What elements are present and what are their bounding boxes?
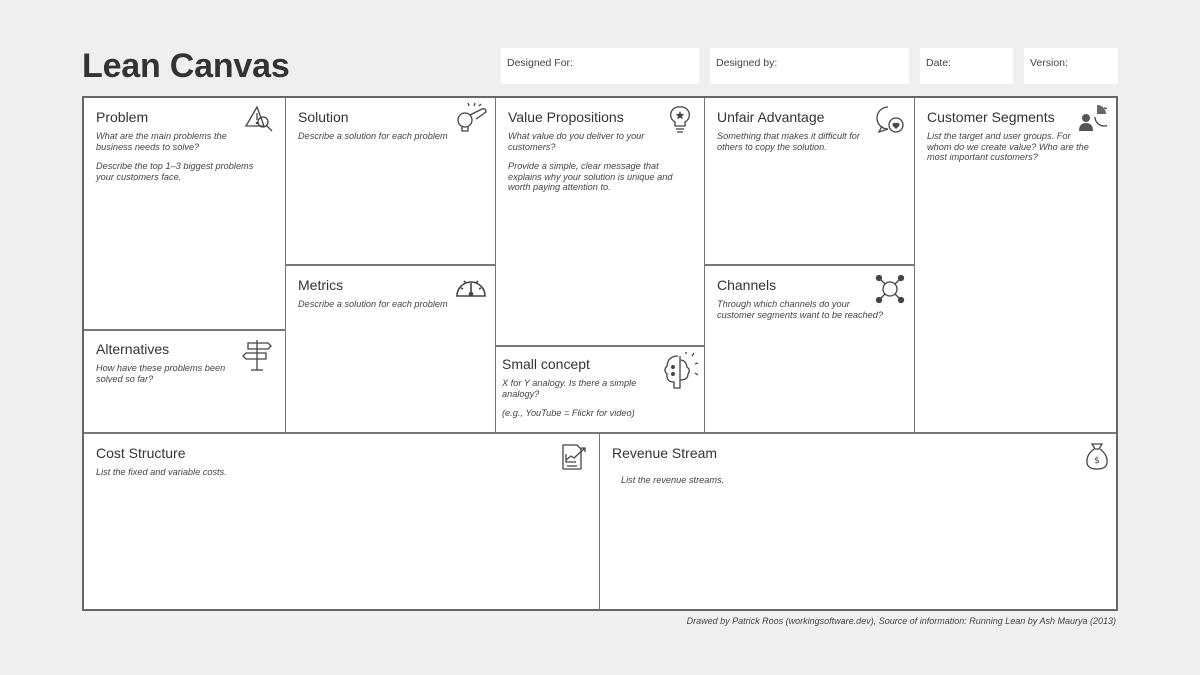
version-field[interactable] (1024, 48, 1118, 84)
unfair-advantage-cell[interactable] (705, 98, 914, 264)
cost-structure-cell[interactable] (84, 434, 599, 609)
value-propositions-cell[interactable] (496, 98, 704, 345)
solution-title: Solution (298, 109, 349, 125)
small-concept-title: Small concept (502, 356, 590, 372)
channels-title: Channels (717, 277, 777, 293)
designed-for-label: Designed For: (507, 57, 573, 69)
metrics-desc-1: Describe a solution for each problem (298, 299, 448, 309)
footer-credit: Drawed by Patrick Roos (workingsoftware.dev), Source of information: Running Lean by Ash Maurya (2013) (686, 616, 1116, 626)
channels-desc-1: Through which channels do your customer segments want to be reached? (717, 299, 883, 320)
lightbulb-hand-icon (454, 102, 488, 136)
gauge-icon (454, 272, 488, 300)
warning-magnifier-icon (244, 104, 274, 134)
revenue-stream-cell[interactable] (600, 434, 1116, 609)
lightbulb-star-icon (668, 105, 692, 135)
metrics-title: Metrics (298, 277, 344, 293)
lean-canvas-board (82, 96, 1118, 611)
small-concept-desc-2: (e.g., YouTube = Flickr for video) (502, 408, 635, 418)
alternatives-desc-1: How have these problems been solved so far? (96, 363, 226, 384)
solution-desc-1: Describe a solution for each problem (298, 131, 448, 141)
money-bag-icon (1084, 441, 1110, 471)
value-propositions-title: Value Propositions (508, 109, 624, 125)
revenue-stream-title: Revenue Stream (612, 445, 718, 461)
version-label: Version: (1030, 57, 1068, 69)
cost-structure-title: Cost Structure (96, 445, 186, 461)
brain-gear-icon (662, 352, 698, 390)
cost-structure-desc-1: List the fixed and variable costs. (96, 467, 227, 477)
chat-heart-icon (875, 105, 905, 135)
small-concept-cell[interactable] (496, 347, 704, 433)
customer-segments-cell[interactable] (915, 98, 1116, 433)
designed-for-field[interactable] (501, 48, 699, 84)
small-concept-desc-1: X for Y analogy. Is there a simple analogy? (502, 378, 637, 399)
date-field[interactable] (920, 48, 1013, 84)
problem-cell[interactable] (84, 98, 285, 329)
value-propositions-desc-2: Provide a simple, clear message that explains why your solution is unique and worth paying attention to. (508, 161, 673, 192)
customer-segments-title: Customer Segments (927, 109, 1055, 125)
designed-by-label: Designed by: (716, 57, 778, 69)
problem-desc-1: What are the main problems the business needs to solve? (96, 131, 227, 152)
value-propositions-desc-1: What value do you deliver to your customers? (508, 131, 645, 152)
network-nodes-icon (875, 274, 905, 304)
date-label: Date: (926, 57, 952, 69)
problem-title: Problem (96, 109, 149, 125)
alternatives-title: Alternatives (96, 341, 170, 357)
alternatives-cell[interactable] (84, 330, 285, 433)
page-title: Lean Canvas (82, 47, 290, 85)
customer-segments-desc-1: List the target and user groups. For whom do we create value? Who are the most important customers? (927, 131, 1089, 162)
revenue-stream-desc-1: List the revenue streams. (621, 475, 725, 485)
channels-cell[interactable] (705, 266, 914, 433)
metrics-cell[interactable] (286, 266, 495, 433)
user-pie-chart-icon (1077, 103, 1107, 133)
document-chart-icon (560, 442, 590, 472)
unfair-advantage-title: Unfair Advantage (717, 109, 825, 125)
unfair-advantage-desc-1: Something that makes it difficult for others to copy the solution. (717, 131, 860, 152)
solution-cell[interactable] (286, 98, 495, 264)
designed-by-field[interactable] (710, 48, 909, 84)
problem-desc-2: Describe the top 1–3 biggest problems your customers face. (96, 161, 254, 182)
signpost-icon (240, 338, 274, 372)
svg-text:$: $ (1094, 456, 1100, 466)
